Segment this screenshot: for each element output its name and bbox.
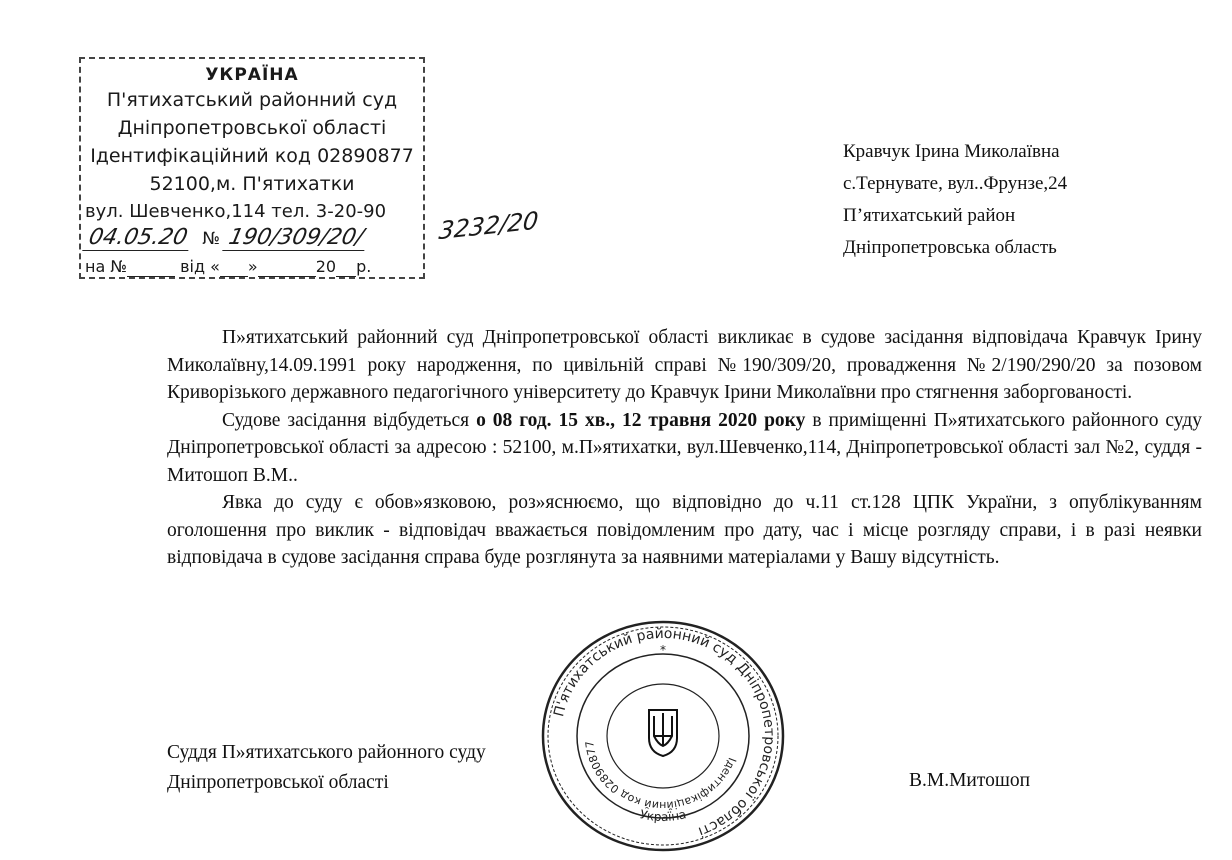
stamp-ref-label: на № (85, 257, 127, 276)
stamp-ref-close: » (247, 257, 258, 276)
seal-outer-text: П'ятихатський районний суд Дніпропетровської області (551, 625, 778, 840)
addressee-district: П’ятихатський район (843, 205, 1016, 226)
signature-line-2: Дніпропетровської області (167, 772, 389, 793)
stamp-ref-suffix: р. (356, 257, 372, 276)
stamp-ref-from: від « (180, 257, 220, 276)
addressee-name: Кравчук Ірина Миколаївна (843, 141, 1060, 162)
court-seal (538, 618, 788, 854)
signature-title (167, 738, 486, 798)
stamp-reg-number-extra: 3232/20 (437, 206, 540, 246)
stamp-reference-row (85, 257, 371, 277)
stamp-region: Дніпропетровської області (117, 117, 387, 139)
paragraph-2 (167, 407, 1202, 490)
trident-icon (649, 710, 677, 756)
stamp-registration-row (85, 225, 368, 251)
paragraph-2-end: в приміщенні П»ятихатського районного суду Дніпропетровської області за адресою : 52100, м.П»ятихатки, вул.Шевченко,114, Дніпропетровської області зал №2, суддя - Митошоп В.М.. (167, 409, 1203, 486)
judge-name: В.М.Митошоп (909, 770, 1031, 791)
paragraph-1: П»ятихатський районний суд Дніпропетровської області викликає в судове засідання відповідача Кравчук Ірину Миколаївну,14.09.1991 року народження, по цивільній справі №190/309/20, провадження №2/190/290/20 за позовом Криворізького державного педагогічного університету до Кравчук Ірини Миколаївни про стягнення заборгованості. (167, 327, 1202, 403)
paragraph-3: Явка до суду є обов»язковою, роз»яснюємо, що відповідно до ч.11 ст.128 ЦПК України, з опублікуванням оголошення про виклик - відповідач вважається повідомленим про дату, час і місце розгляду справи, і в разі неявки відповідача в судове засідання справа буде розглянута за наявними матеріалами у Вашу відсутність. (167, 492, 1202, 568)
seal-bottom-text: Україна (638, 807, 688, 825)
signature-line-1: Суддя П»ятихатського районного суду (167, 742, 486, 763)
stamp-street: вул. Шевченко,114 тел. 3-20-90 (85, 201, 387, 222)
addressee-address: с.Тернувате, вул..Фрунзе,24 (843, 173, 1068, 194)
stamp-postal: 52100,м. П'ятихатки (149, 173, 355, 195)
svg-text:*: * (660, 643, 666, 657)
summons-body (167, 324, 1202, 572)
stamp-court-name: П'ятихатський районний суд (106, 89, 398, 111)
court-registration-stamp (79, 57, 540, 279)
addressee-region: Дніпропетровська область (843, 237, 1057, 258)
paragraph-2-start: Судове засідання відбудеться (222, 409, 477, 431)
stamp-ref-year: 20 (315, 257, 337, 276)
hearing-datetime: о 08 год. 15 хв., 12 травня 2020 року (476, 409, 806, 431)
stamp-reg-number: 190/309/20/ (223, 225, 371, 251)
stamp-reg-number-prefix: № (202, 229, 221, 249)
seal-inner-text: Ідентифікаційний код 02890877 (583, 740, 739, 813)
stamp-id-code: Ідентифікаційний код 02890877 (90, 145, 414, 167)
stamp-country: УКРАЇНА (205, 65, 299, 85)
addressee-block (843, 136, 1067, 264)
stamp-reg-date: 04.05.20 (82, 225, 193, 251)
